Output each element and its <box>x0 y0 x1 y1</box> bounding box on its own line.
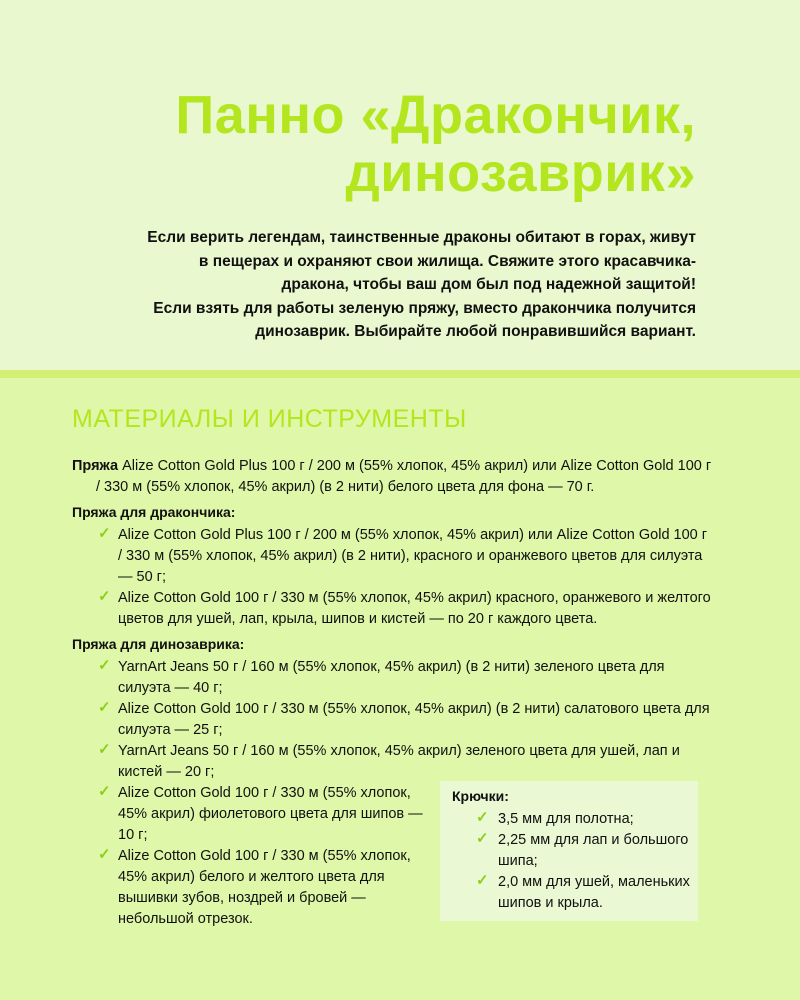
header-area <box>0 0 800 370</box>
section-title: МАТЕРИАЛЫ И ИНСТРУМЕНТЫ <box>72 405 467 433</box>
intro-line: динозаврик. Выбирайте любой понравившийся вариант. <box>255 323 696 340</box>
yarn-main-text: Alize Cotton Gold Plus 100 г / 200 м (55% хлопок, 45% акрил) или Alize Cotton Gold 100 г / 330 м (55% хлопок, 45% акрил) (в 2 нити) белого цвета для фона — 70 г. <box>96 458 712 495</box>
check-icon: ✓ <box>98 699 111 716</box>
check-icon: ✓ <box>98 846 111 863</box>
check-icon: ✓ <box>476 809 489 826</box>
dragon-yarn-heading: Пряжа для дракончика: <box>72 504 236 520</box>
yarn-main-label: Пряжа <box>72 458 119 474</box>
check-icon: ✓ <box>476 830 489 847</box>
yarn-main <box>72 456 712 498</box>
check-icon: ✓ <box>98 783 111 800</box>
page-title <box>56 86 696 202</box>
divider <box>0 370 800 378</box>
intro-line: в пещерах и охраняют свои жилища. Свяжите этого красавчика- <box>198 252 696 270</box>
intro-text <box>96 226 696 344</box>
list-item: ✓ 3,5 мм для полотна; <box>476 809 634 827</box>
title-line-1: Панно «Дракончик, <box>175 85 696 145</box>
intro-line: дракона, чтобы ваш дом был под надежной защитой! <box>281 276 696 293</box>
check-icon: ✓ <box>98 588 111 605</box>
list-item: ✓ YarnArt Jeans 50 г / 160 м (55% хлопок, 45% акрил) (в 2 нити) зеленого цвета для силуэта — 40 г; <box>98 657 665 696</box>
dino-yarn-heading: Пряжа для динозаврика: <box>72 636 245 652</box>
check-icon: ✓ <box>476 872 489 889</box>
list-item: ✓ Alize Cotton Gold 100 г / 330 м (55% хлопок, 45% акрил) фиолетового цвета для шипов — 10 г; <box>98 783 423 843</box>
list-item: ✓ Alize Cotton Gold 100 г / 330 м (55% хлопок, 45% акрил) белого и желтого цвета для вышивки зубов, ноздрей и бровей — небольшой отрезок. <box>98 846 411 927</box>
list-item: ✓ Alize Cotton Gold Plus 100 г / 200 м (55% хлопок, 45% акрил) или Alize Cotton Gold 100 г / 330 м (55% хлопок, 45% акрил) (в 2 нити), красного и оранжевого цветов для силуэта — 50 г; <box>98 525 708 585</box>
list-item: ✓ Alize Cotton Gold 100 г / 330 м (55% хлопок, 45% акрил) красного, оранжевого и желтого цветов для ушей, лап, крыла, шипов и кистей — по 20 г каждого цвета. <box>98 588 711 627</box>
dragon-yarn-list <box>72 525 712 630</box>
title-line-2: динозаврик» <box>345 143 696 203</box>
list-item: ✓ 2,0 мм для ушей, маленьких шипов и крыла. <box>476 872 690 911</box>
list-item: ✓ Alize Cotton Gold 100 г / 330 м (55% хлопок, 45% акрил) (в 2 нити) салатового цвета для силуэта — 25 г; <box>98 699 710 738</box>
hooks-list <box>452 809 698 914</box>
check-icon: ✓ <box>98 657 111 674</box>
hooks-box <box>440 781 698 921</box>
list-item: ✓ YarnArt Jeans 50 г / 160 м (55% хлопок, 45% акрил) зеленого цвета для ушей, лап и кистей — 20 г; <box>98 741 680 780</box>
hooks-heading: Крючки: <box>452 788 509 804</box>
check-icon: ✓ <box>98 525 111 542</box>
intro-line: Если верить легендам, таинственные драконы обитают в горах, живут <box>147 229 696 246</box>
list-item: ✓ 2,25 мм для лап и большого шипа; <box>476 830 689 869</box>
intro-line: Если взять для работы зеленую пряжу, вместо дракончика получится <box>153 299 696 317</box>
check-icon: ✓ <box>98 741 111 758</box>
